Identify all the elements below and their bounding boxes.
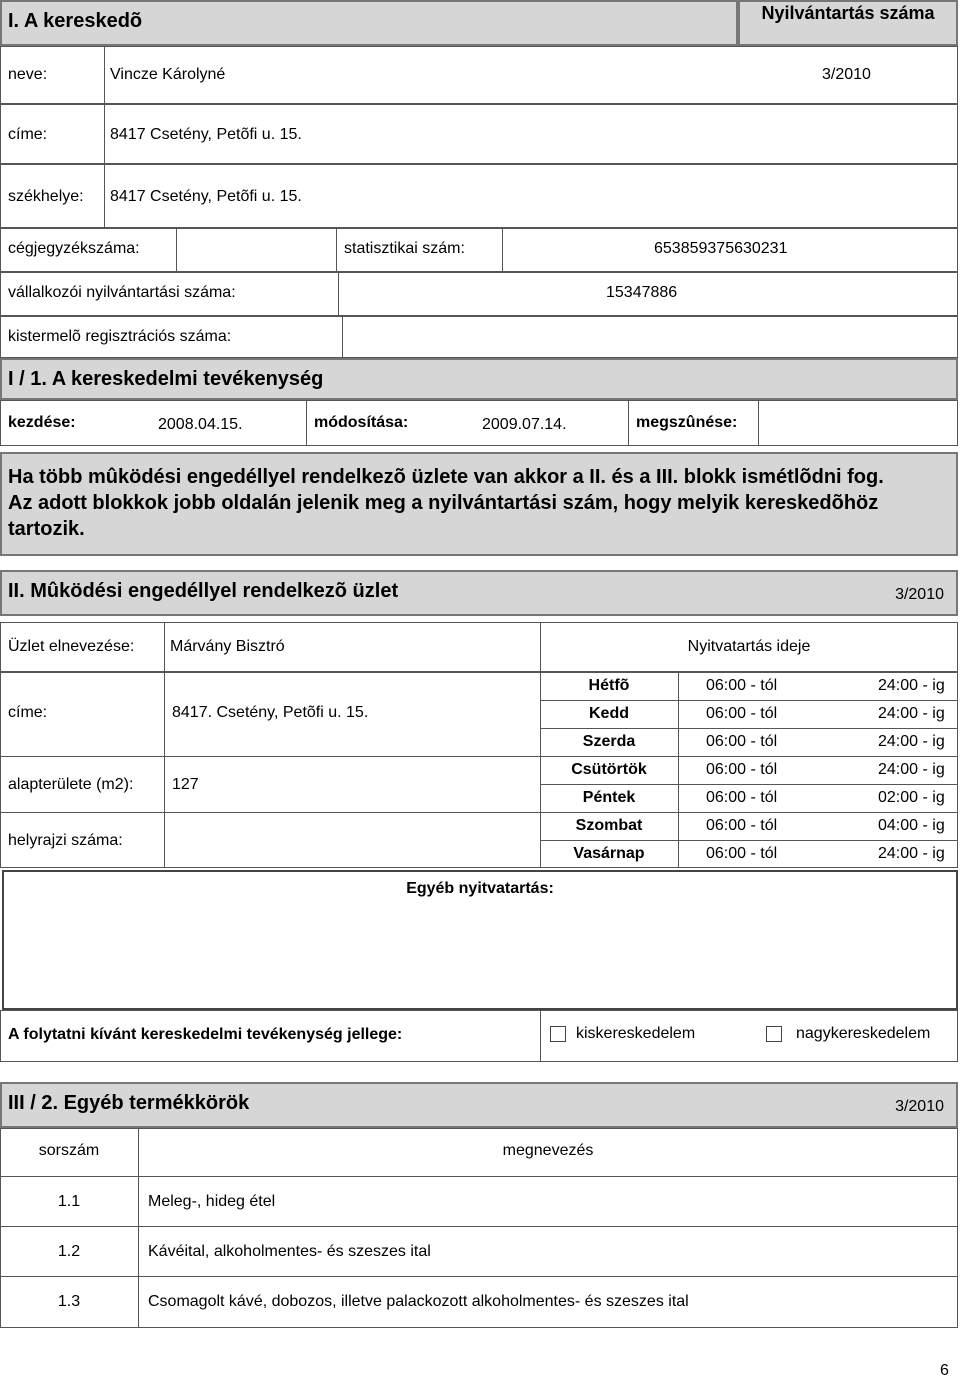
shop-name-label: Üzlet elnevezése: xyxy=(8,638,135,655)
modification-value: 2009.07.14. xyxy=(482,416,567,433)
table-row-name: Meleg-, hideg étel xyxy=(148,1193,276,1210)
hours-day: Csütörtök xyxy=(571,761,647,778)
table-row-name: Kávéital, alkoholmentes- és szeszes ital xyxy=(148,1243,431,1260)
activity-type-label: A folytatni kívánt kereskedelmi tevékenység jellege: xyxy=(8,1026,403,1043)
hours-to: 24:00 - ig xyxy=(878,761,945,778)
area-label: alapterülete (m2): xyxy=(8,776,134,793)
modification-label: módosítása: xyxy=(314,414,409,431)
hours-from: 06:00 - tól xyxy=(706,761,778,778)
wholesale-checkbox[interactable] xyxy=(766,1026,782,1042)
hours-to: 04:00 - ig xyxy=(878,817,945,834)
hours-day: Szerda xyxy=(582,733,636,750)
shop-address-value: 8417. Csetény, Petõfi u. 15. xyxy=(172,704,369,721)
producer-label: kistermelõ regisztrációs száma: xyxy=(8,328,232,345)
section-1-1-title: I / 1. A kereskedelmi tevékenység xyxy=(8,368,324,390)
seat-label: székhelye: xyxy=(8,188,84,205)
table-row-number: 1.1 xyxy=(57,1193,81,1210)
end-label: megszûnése: xyxy=(636,414,738,431)
hours-day: Vasárnap xyxy=(573,845,645,862)
area-value: 127 xyxy=(172,776,199,793)
hours-day: Hétfõ xyxy=(588,677,630,694)
company-stat-row xyxy=(0,228,958,272)
section-3-title: III / 2. Egyéb termékkörök xyxy=(8,1092,250,1114)
hours-to: 24:00 - ig xyxy=(878,677,945,694)
stat-label: statisztikai szám: xyxy=(344,240,465,257)
col-number-header: sorszám xyxy=(38,1142,100,1159)
registration-header-text: Nyilvántartás száma xyxy=(761,3,935,23)
hours-day: Szombat xyxy=(575,817,643,834)
hours-from: 06:00 - tól xyxy=(706,789,778,806)
start-label: kezdése: xyxy=(8,414,76,431)
table-row-number: 1.2 xyxy=(57,1243,81,1260)
hours-day: Kedd xyxy=(589,705,629,722)
hours-to: 24:00 - ig xyxy=(878,705,945,722)
lot-number-label: helyrajzi száma: xyxy=(8,832,123,849)
hours-from: 06:00 - tól xyxy=(706,705,778,722)
section-3-registration-number: 3/2010 xyxy=(895,1098,944,1115)
hours-header: Nyitvatartás ideje xyxy=(687,638,811,655)
company-reg-label: cégjegyzékszáma: xyxy=(8,240,140,257)
hours-day: Péntek xyxy=(582,789,636,806)
page-number: 6 xyxy=(940,1362,949,1379)
shop-name-value: Márvány Bisztró xyxy=(170,638,285,655)
activity-dates-row xyxy=(0,400,958,446)
registration-header-label xyxy=(738,2,958,24)
name-label: neve: xyxy=(8,66,48,83)
hours-to: 24:00 - ig xyxy=(878,845,945,862)
hours-from: 06:00 - tól xyxy=(706,733,778,750)
hours-from: 06:00 - tól xyxy=(706,677,778,694)
seat-value: 8417 Csetény, Petõfi u. 15. xyxy=(110,188,302,205)
hours-from: 06:00 - tól xyxy=(706,817,778,834)
name-value: Vincze Károlyné xyxy=(110,66,226,83)
entrepreneur-label: vállalkozói nyilvántartási száma: xyxy=(8,284,236,301)
shop-address-label: címe: xyxy=(8,704,48,721)
start-value: 2008.04.15. xyxy=(158,416,243,433)
address-label: címe: xyxy=(8,126,48,143)
other-hours-label: Egyéb nyitvatartás: xyxy=(406,880,554,897)
address-value: 8417 Csetény, Petõfi u. 15. xyxy=(110,126,302,143)
hours-to: 02:00 - ig xyxy=(878,789,945,806)
retail-label: kiskereskedelem xyxy=(576,1025,696,1042)
multi-shop-notice-text: Ha több mûködési engedéllyel rendelkezõ üzlete van akkor a II. és a III. blokk ismétlõdni fog. Az adott blokkok jobb oldalán jelenik meg a nyilvántartási szám, hogy melyik kereskedõhöz tartozik. xyxy=(8,466,884,540)
col-name-header: megnevezés xyxy=(502,1142,594,1159)
table-row-number: 1.3 xyxy=(57,1293,81,1310)
retail-checkbox[interactable] xyxy=(550,1026,566,1042)
wholesale-label: nagykereskedelem xyxy=(796,1025,931,1042)
section-1-title: I. A kereskedõ xyxy=(8,10,143,32)
hours-to: 24:00 - ig xyxy=(878,733,945,750)
entrepreneur-value: 15347886 xyxy=(606,284,678,301)
table-row-name: Csomagolt kávé, dobozos, illetve palackozott alkoholmentes- és szeszes ital xyxy=(148,1293,689,1310)
section-2-registration-number: 3/2010 xyxy=(895,586,944,603)
section-2-title: II. Mûködési engedéllyel rendelkezõ üzlet xyxy=(8,580,399,602)
stat-value: 653859375630231 xyxy=(654,240,788,257)
hours-from: 06:00 - tól xyxy=(706,845,778,862)
registration-number: 3/2010 xyxy=(822,66,871,83)
